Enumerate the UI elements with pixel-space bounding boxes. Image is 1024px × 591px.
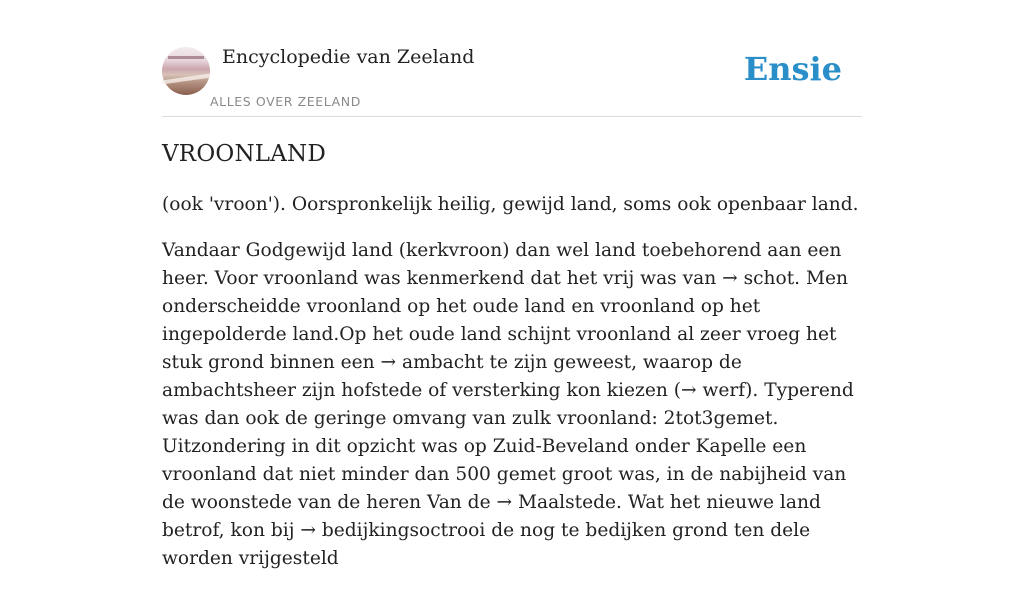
ensie-brand-logo[interactable]: Ensie [743,50,842,88]
site-tagline: ALLES OVER ZEELAND [210,94,361,109]
site-header [162,44,862,117]
avatar-detail [168,56,204,59]
site-title-link[interactable]: Encyclopedie van Zeeland [222,46,475,68]
article-body: Vandaar Godgewijd land (kerkvroon) dan wel land toebehorend aan een heer. Voor vroonland was kenmerkend dat het vrij was van → schot. Men onderscheidde vroonland op het oude land en vroonland op het ingepolderde land.Op het oude land schijnt vroonland al zeer vroeg het stuk grond binnen een → ambacht te zijn geweest, waarop de ambachtsheer zijn hofstede of versterking kon kiezen (→ werf). Typerend was dan ook de geringe omvang van zulk vroonland: 2tot3gemet. Uitzondering in dit opzicht was op Zuid-Beveland onder Kapelle een vroonland dat niet minder dan 500 gemet groot was, in de nabijheid van de woonstede van de heren Van de → Maalstede. Wat het nieuwe land betrof, kon bij → bedijkingsoctrooi de nog te bedijken grond ten dele worden vrijgesteld [162,240,854,569]
article-intro: (ook 'vroon'). Oorspronkelijk heilig, gewijd land, soms ook openbaar land. [162,194,859,215]
article-title: VROONLAND [162,141,327,167]
avatar-detail [162,74,210,85]
article [162,139,864,591]
site-logo-avatar[interactable] [162,47,210,95]
